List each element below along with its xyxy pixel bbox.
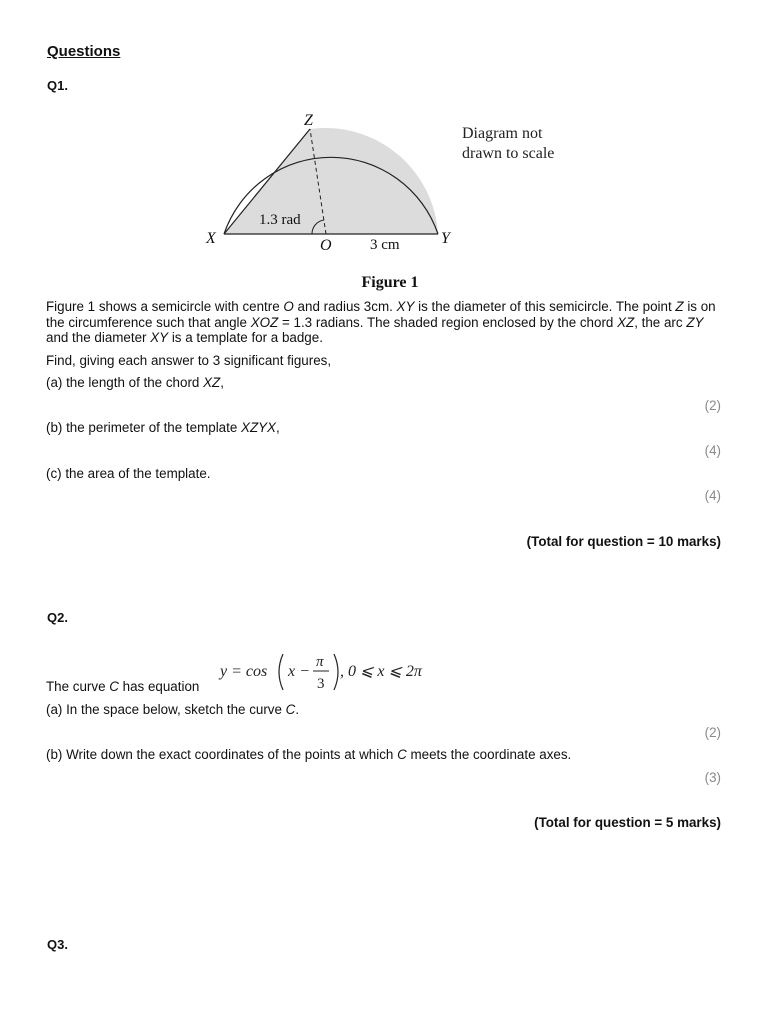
part-text: (c) the area of the template. [46,466,211,481]
var-xy: XY [150,330,169,345]
equation-graphic [218,650,458,694]
q2-part-b-marks: (3) [704,770,721,785]
part-text: (a) the length of the chord [46,375,204,390]
q1-part-a [46,375,224,390]
part-var: XZ [203,375,221,390]
var-z: Z [675,299,684,314]
right-paren [334,654,338,690]
text-run: is the diameter of this semicircle. The point [414,299,676,314]
text-run: and radius 3cm. [293,299,397,314]
label-radius: 3 cm [370,237,400,253]
q3-label: Q3. [47,937,68,952]
eq-inner: x − [288,663,310,680]
part-var: XZYX [241,420,276,435]
eq-frac-den: 3 [317,676,325,692]
part-text: (b) the perimeter of the template [46,420,242,435]
eq-rhs: , 0 ⩽ x ⩽ 2π [340,663,422,680]
part-suffix: . [295,702,300,717]
text-run: is on the circumference such that angle [46,299,716,330]
label-o: O [320,237,332,254]
intro-suffix: has equation [118,679,200,694]
label-angle: 1.3 rad [259,212,301,228]
part-suffix: , [276,420,280,435]
q2-part-a-marks: (2) [704,725,721,740]
q1-part-b [46,420,280,435]
part-suffix: , [220,375,224,390]
text-run: and the diameter [46,330,151,345]
text-run: Figure 1 shows a semicircle with centre [46,299,284,314]
left-paren [279,654,283,690]
q1-description [46,299,726,346]
eq-frac-num: π [316,654,324,670]
part-var: C [285,702,296,717]
eq-lhs: y = cos [220,663,268,680]
var-xoz: XOZ [250,314,279,330]
q2-label: Q2. [47,610,68,625]
var-o: O [283,299,294,314]
q2-part-b [46,747,571,762]
q1-part-c [46,466,211,481]
q1-label: Q1. [47,78,68,93]
figure-caption: Figure 1 [361,274,419,291]
var-xz: XZ [617,314,635,330]
q1-total: (Total for question = 10 marks) [526,534,721,549]
q2-intro [46,679,199,694]
var-zy: ZY [686,314,704,330]
part-var: C [397,747,407,762]
q1-part-a-marks: (2) [704,398,721,413]
var-c: C [109,679,119,694]
label-x: X [206,230,216,247]
page-heading: Questions [47,43,121,60]
text-run: , the arc [634,314,687,330]
part-text: (a) In the space below, sketch the curve [46,702,286,717]
label-z: Z [304,112,313,129]
q1-part-b-marks: (4) [704,443,721,458]
figure-1-diagram [200,105,460,260]
text-run: = 1.3 radians. The shaded region enclosed by the chord [278,314,618,330]
text-run: is a template for a badge. [168,330,323,345]
diagram-note [462,124,554,164]
diagram-note-line-1: Diagram not [462,125,543,142]
part-text: (b) Write down the exact coordinates of the points at which [46,747,398,762]
diagram-note-line-2: drawn to scale [462,145,555,162]
q1-instruction: Find, giving each answer to 3 significant figures, [46,353,332,368]
part-suffix: meets the coordinate axes. [406,747,572,762]
shaded-template-region [224,128,438,234]
q1-part-c-marks: (4) [704,488,721,503]
intro-text: The curve [46,679,110,694]
q2-total: (Total for question = 5 marks) [534,815,721,830]
q2-part-a [46,702,299,717]
q2-equation [218,650,458,699]
label-y: Y [441,230,450,247]
var-xy: XY [396,299,415,314]
